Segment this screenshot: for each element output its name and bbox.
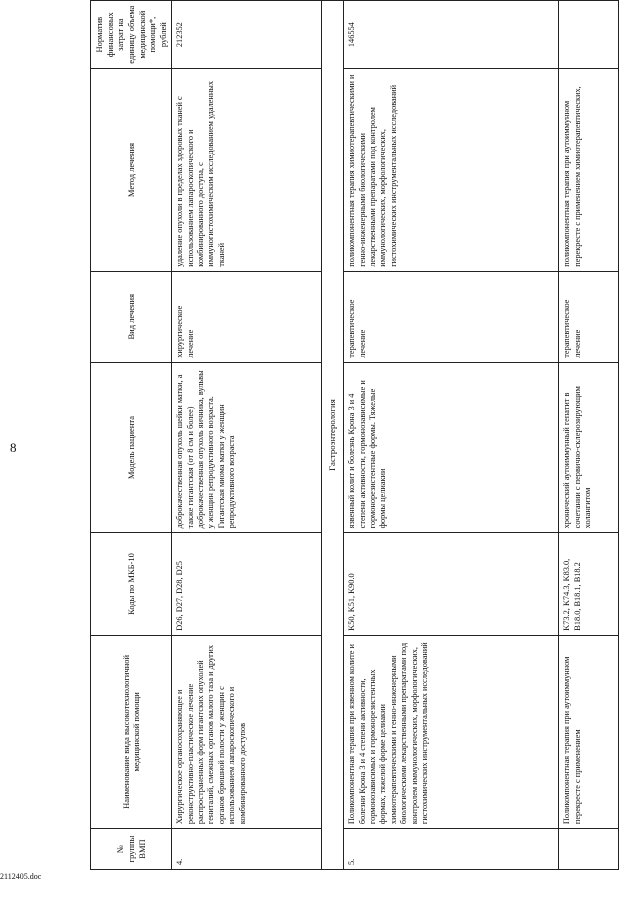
table-row (172, 1, 322, 870)
cell-model: язвенный колит и болезнь Крона 3 и 4 степени активности, гормонозависимые и гормонорезистентные формы. Тяжелые формы целиакии (344, 362, 559, 533)
cell-method: поликомпонентная терапия при аутоиммунном перекресте с применением химиотерапевтических, (559, 69, 619, 271)
document-id: 2112405.doc (0, 872, 42, 881)
cell-name: Поликомпонентная терапия при аутоиммунном перекресте с применением (559, 635, 619, 828)
cell-group: 4. (172, 829, 322, 870)
cell-codes: K50, K51, K90.0 (344, 533, 559, 635)
cell-codes: K73.2, K74.3, K83.0, B18.0, B18.1, B18.2 (559, 533, 619, 635)
cell-name: Поликомпонентная терапия при язвенном колите и болезни Крона 3 и 4 степени активности, гормонозависимых и гормонорезистентных формах, тяжелой форме целиакии химиотерапевтическими и генно-инженерными биологическими лекарственными препаратами под контролем иммунологических, морфологических, гистохимических инструментальных исследований (344, 635, 559, 828)
header-name: Наименование вида высокотехнологичной медицинской помощи (91, 635, 172, 828)
header-group: № группы ВМП (91, 829, 172, 870)
cell-type: терапевтическое лечение (559, 271, 619, 362)
cell-group (559, 829, 619, 870)
cell-group: 5. (344, 829, 559, 870)
header-codes: Коды по МКБ-10 (91, 533, 172, 635)
cell-type: терапевтическое лечение (344, 271, 559, 362)
cell-codes: D26, D27, D28, D25 (172, 533, 322, 635)
cell-cost (559, 1, 619, 69)
cell-cost: 146554 (344, 1, 559, 69)
cell-name: Хирургическое органосохраняющее и реконструктивно-пластическое лечение распространенных форм гигантских опухолей гениталий, смежных органов малого таза и других органов брюшной полости у женщин с использованием лапароскопического и комбинированного доступов (172, 635, 322, 828)
cell-method: удаление опухоли в пределах здоровых тканей с использованием лапароскопического и комбинированного доступа, с иммуногистохимическим исследованием удаленных тканей (172, 69, 322, 271)
header-cost: Норматив финансовых затрат на единицу объема медицинской помощи*, рублей (91, 1, 172, 69)
header-type: Вид лечения (91, 271, 172, 362)
section-title: Гастроэнтерология (322, 1, 344, 870)
page-number: 8 (10, 440, 17, 455)
table-row (559, 1, 619, 870)
header-method: Метод лечения (91, 69, 172, 271)
cell-model: доброкачественная опухоль шейки матки, а также гигантская (от 8 см и более) доброкачественная опухоль яичника, вульвы у женщин репродуктивного возраста. Гигантская миома матки у женщин репродуктивного возраста (172, 362, 322, 533)
section-row (322, 1, 344, 870)
header-model: Модель пациента (91, 362, 172, 533)
table-row (344, 1, 559, 870)
cell-model: хронический аутоиммунный гепатит в сочетании с первично-склерозирующим холангитом (559, 362, 619, 533)
rotated-table-page (90, 0, 625, 870)
cell-cost: 212352 (172, 1, 322, 69)
vmp-table (90, 0, 619, 870)
table-header-row (91, 1, 172, 870)
cell-type: хирургическое лечение (172, 271, 322, 362)
cell-method: поликомпонентная терапия химиотерапевтическими и генно-инженерными биологическими лекарственными препаратами под контролем иммунологических, морфологических, гистохимических инструментальных исследований (344, 69, 559, 271)
